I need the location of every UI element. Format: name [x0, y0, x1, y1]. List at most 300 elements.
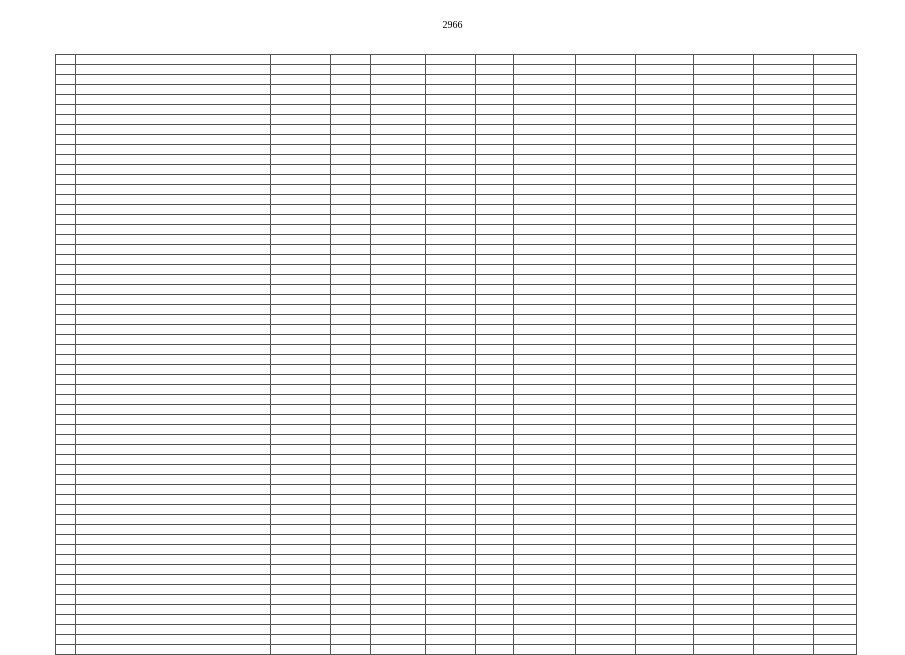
table-cell: [476, 185, 514, 195]
table-cell: [331, 545, 371, 555]
table-cell: [371, 295, 426, 305]
table-cell: [271, 235, 331, 245]
table-cell: [371, 475, 426, 485]
table-cell: [331, 325, 371, 335]
table-cell: [814, 255, 857, 265]
table-cell: [694, 555, 754, 565]
table-cell: [636, 435, 694, 445]
table-cell: [426, 615, 476, 625]
table-cell: [76, 85, 271, 95]
table-cell: [76, 485, 271, 495]
table-cell: [76, 475, 271, 485]
table-cell: [426, 325, 476, 335]
table-cell: [426, 525, 476, 535]
table-cell: [331, 465, 371, 475]
table-cell: [636, 615, 694, 625]
table-cell: [76, 275, 271, 285]
table-cell: [76, 515, 271, 525]
table-cell: [476, 445, 514, 455]
table-cell: [754, 175, 814, 185]
table-cell: [576, 165, 636, 175]
table-cell: [814, 75, 857, 85]
table-cell: [514, 405, 576, 415]
table-cell: [56, 455, 76, 465]
table-cell: [271, 475, 331, 485]
table-cell: [754, 545, 814, 555]
table-cell: [476, 285, 514, 295]
table-cell: [514, 395, 576, 405]
table-cell: [76, 365, 271, 375]
table-cell: [694, 495, 754, 505]
table-cell: [56, 295, 76, 305]
table-cell: [76, 235, 271, 245]
table-cell: [426, 195, 476, 205]
table-cell: [694, 175, 754, 185]
table-cell: [271, 515, 331, 525]
table-cell: [56, 375, 76, 385]
table-row: [56, 75, 857, 85]
table-cell: [271, 75, 331, 85]
table-cell: [814, 135, 857, 145]
table-cell: [426, 65, 476, 75]
table-cell: [271, 255, 331, 265]
table-cell: [56, 555, 76, 565]
table-cell: [371, 515, 426, 525]
table-cell: [426, 465, 476, 475]
table-cell: [76, 555, 271, 565]
table-cell: [514, 565, 576, 575]
table-cell: [426, 145, 476, 155]
table-cell: [636, 295, 694, 305]
table-cell: [76, 125, 271, 135]
table-cell: [636, 315, 694, 325]
table-cell: [76, 175, 271, 185]
table-cell: [426, 435, 476, 445]
table-row: [56, 455, 857, 465]
table-cell: [694, 625, 754, 635]
table-cell: [56, 545, 76, 555]
table-cell: [754, 455, 814, 465]
table-cell: [476, 255, 514, 265]
table-row: [56, 515, 857, 525]
table-cell: [514, 245, 576, 255]
table-cell: [56, 195, 76, 205]
table-cell: [636, 75, 694, 85]
table-cell: [426, 285, 476, 295]
table-cell: [426, 455, 476, 465]
table-cell: [371, 545, 426, 555]
table-cell: [754, 625, 814, 635]
table-cell: [754, 425, 814, 435]
table-cell: [331, 565, 371, 575]
table-cell: [814, 195, 857, 205]
table-cell: [576, 555, 636, 565]
table-cell: [331, 155, 371, 165]
table-cell: [426, 265, 476, 275]
table-cell: [514, 135, 576, 145]
table-cell: [514, 295, 576, 305]
table-cell: [331, 75, 371, 85]
table-cell: [331, 495, 371, 505]
table-cell: [636, 55, 694, 65]
table-row: [56, 135, 857, 145]
table-cell: [76, 395, 271, 405]
table-cell: [76, 325, 271, 335]
table-cell: [271, 455, 331, 465]
table-cell: [271, 525, 331, 535]
table-cell: [56, 575, 76, 585]
table-cell: [476, 155, 514, 165]
table-cell: [576, 315, 636, 325]
table-cell: [476, 645, 514, 655]
table-cell: [76, 115, 271, 125]
table-cell: [694, 565, 754, 575]
table-cell: [636, 385, 694, 395]
table-cell: [814, 625, 857, 635]
table-cell: [476, 235, 514, 245]
table-cell: [371, 455, 426, 465]
table-cell: [754, 145, 814, 155]
table-cell: [331, 645, 371, 655]
table-cell: [476, 195, 514, 205]
table-cell: [476, 55, 514, 65]
table-cell: [476, 205, 514, 215]
table-cell: [694, 345, 754, 355]
table-cell: [331, 535, 371, 545]
table-cell: [694, 305, 754, 315]
table-cell: [331, 585, 371, 595]
table-cell: [426, 555, 476, 565]
table-cell: [331, 365, 371, 375]
table-cell: [331, 255, 371, 265]
table-cell: [56, 285, 76, 295]
table-cell: [754, 365, 814, 375]
table-cell: [576, 425, 636, 435]
table-cell: [76, 335, 271, 345]
table-cell: [754, 265, 814, 275]
table-cell: [754, 615, 814, 625]
table-cell: [576, 545, 636, 555]
table-cell: [576, 65, 636, 75]
table-cell: [426, 315, 476, 325]
table-row: [56, 495, 857, 505]
table-cell: [636, 595, 694, 605]
table-cell: [331, 475, 371, 485]
table-cell: [694, 205, 754, 215]
table-cell: [814, 445, 857, 455]
table-row: [56, 215, 857, 225]
table-cell: [371, 615, 426, 625]
table-cell: [331, 385, 371, 395]
table-cell: [694, 415, 754, 425]
table-cell: [814, 575, 857, 585]
table-cell: [636, 355, 694, 365]
table-cell: [76, 195, 271, 205]
table-cell: [271, 105, 331, 115]
table-cell: [56, 205, 76, 215]
table-cell: [76, 545, 271, 555]
table-cell: [814, 85, 857, 95]
table-cell: [476, 145, 514, 155]
table-cell: [56, 505, 76, 515]
table-cell: [56, 605, 76, 615]
table-row: [56, 395, 857, 405]
table-cell: [56, 85, 76, 95]
table-cell: [76, 165, 271, 175]
table-cell: [514, 465, 576, 475]
table-cell: [271, 625, 331, 635]
table-cell: [694, 525, 754, 535]
table-cell: [56, 535, 76, 545]
table-cell: [754, 125, 814, 135]
table-cell: [476, 105, 514, 115]
table-cell: [371, 95, 426, 105]
table-cell: [514, 545, 576, 555]
table-cell: [331, 65, 371, 75]
table-cell: [576, 355, 636, 365]
table-cell: [576, 225, 636, 235]
table-cell: [476, 395, 514, 405]
table-cell: [371, 325, 426, 335]
table-row: [56, 195, 857, 205]
table-cell: [371, 605, 426, 615]
table-cell: [271, 85, 331, 95]
table-cell: [76, 415, 271, 425]
table-cell: [371, 365, 426, 375]
table-cell: [476, 585, 514, 595]
table-cell: [814, 155, 857, 165]
table-cell: [754, 575, 814, 585]
table-cell: [371, 115, 426, 125]
table-cell: [694, 575, 754, 585]
table-cell: [371, 405, 426, 415]
table-cell: [814, 375, 857, 385]
table-cell: [271, 545, 331, 555]
table-cell: [514, 175, 576, 185]
table-cell: [56, 215, 76, 225]
table-row: [56, 275, 857, 285]
table-cell: [636, 415, 694, 425]
table-cell: [754, 605, 814, 615]
table-cell: [514, 115, 576, 125]
table-cell: [476, 275, 514, 285]
table-cell: [754, 485, 814, 495]
table-cell: [636, 305, 694, 315]
table-cell: [331, 605, 371, 615]
table-cell: [76, 305, 271, 315]
table-cell: [331, 135, 371, 145]
table-cell: [514, 645, 576, 655]
table-row: [56, 315, 857, 325]
table-cell: [476, 405, 514, 415]
table-cell: [331, 285, 371, 295]
table-cell: [426, 495, 476, 505]
table-cell: [754, 315, 814, 325]
table-cell: [271, 55, 331, 65]
table-cell: [754, 565, 814, 575]
table-cell: [426, 225, 476, 235]
table-cell: [371, 155, 426, 165]
table-cell: [694, 155, 754, 165]
table-cell: [576, 485, 636, 495]
table-cell: [331, 395, 371, 405]
table-cell: [76, 345, 271, 355]
table-cell: [814, 275, 857, 285]
table-cell: [636, 175, 694, 185]
table-cell: [576, 475, 636, 485]
table-cell: [576, 445, 636, 455]
table-row: [56, 345, 857, 355]
table-row: [56, 615, 857, 625]
table-cell: [426, 595, 476, 605]
table-cell: [576, 535, 636, 545]
table-cell: [514, 595, 576, 605]
table-cell: [754, 75, 814, 85]
table-cell: [476, 555, 514, 565]
table-cell: [514, 495, 576, 505]
table-cell: [271, 245, 331, 255]
table-cell: [56, 185, 76, 195]
table-cell: [56, 515, 76, 525]
table-cell: [476, 385, 514, 395]
table-cell: [636, 555, 694, 565]
table-cell: [56, 125, 76, 135]
table-cell: [514, 125, 576, 135]
table-cell: [271, 175, 331, 185]
table-cell: [56, 485, 76, 495]
table-cell: [576, 335, 636, 345]
table-cell: [694, 445, 754, 455]
table-cell: [371, 595, 426, 605]
table-cell: [271, 285, 331, 295]
table-cell: [476, 225, 514, 235]
table-cell: [331, 435, 371, 445]
table-cell: [476, 65, 514, 75]
table-cell: [371, 285, 426, 295]
table-cell: [476, 305, 514, 315]
table-cell: [814, 435, 857, 445]
table-row: [56, 285, 857, 295]
table-cell: [76, 225, 271, 235]
table-cell: [271, 465, 331, 475]
table-cell: [76, 55, 271, 65]
table-cell: [694, 515, 754, 525]
table-cell: [514, 255, 576, 265]
table-cell: [814, 105, 857, 115]
table-cell: [694, 645, 754, 655]
table-cell: [636, 495, 694, 505]
table-cell: [371, 585, 426, 595]
table-cell: [476, 315, 514, 325]
table-cell: [514, 195, 576, 205]
table-cell: [514, 365, 576, 375]
table-cell: [754, 515, 814, 525]
table-cell: [754, 475, 814, 485]
table-cell: [331, 625, 371, 635]
table-cell: [514, 385, 576, 395]
table-cell: [476, 575, 514, 585]
table-cell: [76, 585, 271, 595]
table-row: [56, 375, 857, 385]
table-row: [56, 65, 857, 75]
table-cell: [476, 505, 514, 515]
table-cell: [576, 465, 636, 475]
table-cell: [76, 565, 271, 575]
table-cell: [371, 495, 426, 505]
table-cell: [476, 625, 514, 635]
table-cell: [426, 95, 476, 105]
table-cell: [476, 455, 514, 465]
table-cell: [426, 305, 476, 315]
table-cell: [476, 535, 514, 545]
table-cell: [426, 385, 476, 395]
table-cell: [331, 515, 371, 525]
table-cell: [371, 435, 426, 445]
table-cell: [754, 215, 814, 225]
table-cell: [331, 315, 371, 325]
table-cell: [754, 165, 814, 175]
table-cell: [331, 55, 371, 65]
table-cell: [576, 645, 636, 655]
table-row: [56, 445, 857, 455]
table-cell: [814, 325, 857, 335]
table-cell: [814, 125, 857, 135]
table-cell: [514, 325, 576, 335]
table-cell: [514, 575, 576, 585]
table-cell: [426, 515, 476, 525]
table-cell: [754, 295, 814, 305]
table-cell: [331, 355, 371, 365]
table-cell: [271, 415, 331, 425]
table-cell: [426, 565, 476, 575]
table-cell: [76, 495, 271, 505]
table-cell: [814, 395, 857, 405]
table-cell: [814, 145, 857, 155]
table-cell: [754, 225, 814, 235]
table-cell: [476, 75, 514, 85]
table-cell: [576, 295, 636, 305]
table-cell: [371, 415, 426, 425]
table-cell: [331, 175, 371, 185]
table-cell: [56, 565, 76, 575]
table-cell: [576, 175, 636, 185]
table-cell: [476, 595, 514, 605]
table-cell: [814, 545, 857, 555]
table-cell: [56, 355, 76, 365]
table-cell: [694, 145, 754, 155]
table-cell: [426, 245, 476, 255]
table-cell: [371, 375, 426, 385]
table-cell: [271, 595, 331, 605]
table-cell: [371, 555, 426, 565]
table-cell: [694, 115, 754, 125]
table-cell: [514, 305, 576, 315]
table-cell: [56, 135, 76, 145]
table-cell: [814, 115, 857, 125]
table-cell: [514, 345, 576, 355]
table-cell: [814, 415, 857, 425]
table-cell: [371, 175, 426, 185]
table-cell: [576, 345, 636, 355]
table-cell: [476, 415, 514, 425]
table-cell: [426, 115, 476, 125]
table-cell: [754, 405, 814, 415]
table-cell: [331, 555, 371, 565]
table-cell: [476, 175, 514, 185]
table-cell: [576, 155, 636, 165]
table-cell: [694, 135, 754, 145]
table-cell: [331, 185, 371, 195]
